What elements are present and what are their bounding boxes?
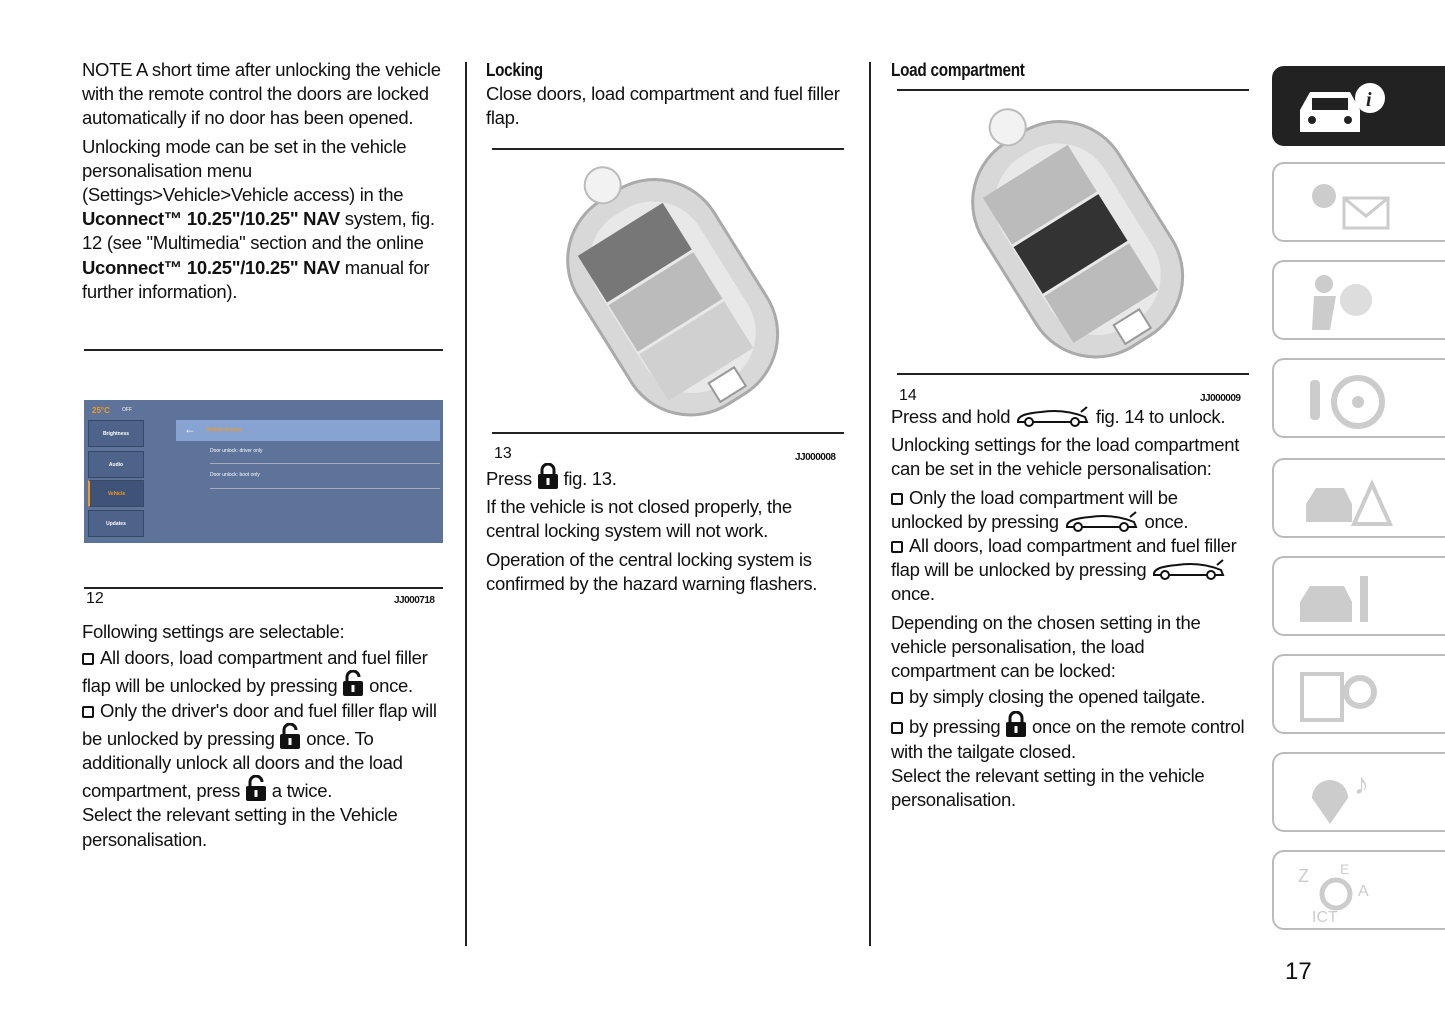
text: Press and hold [891, 406, 1016, 427]
bullet-icon [82, 653, 94, 665]
svg-text:E: E [1340, 861, 1350, 877]
bullet-icon [82, 706, 94, 718]
column-divider [465, 62, 467, 946]
svg-text:ICT: ICT [1312, 909, 1338, 926]
load-compartment-heading: Load compartment [891, 60, 1025, 80]
text: by simply closing the opened tailgate. [909, 686, 1206, 708]
locking-intro: Close doors, load compartment and fuel filler flap. [486, 83, 840, 129]
bullet-item [891, 534, 1253, 607]
menu-vehicle: Vehicle [88, 480, 144, 507]
screen-row: Door unlock: driver only [210, 448, 263, 454]
bullet-item [891, 711, 1253, 763]
column-2 [486, 58, 846, 135]
figure-number: 12 [86, 590, 104, 607]
bullet-icon [891, 493, 903, 505]
tailgate-icon [1151, 558, 1227, 580]
text: once. [1139, 510, 1189, 532]
car-wrench-icon [1294, 562, 1394, 632]
text: by pressing [909, 716, 1006, 738]
text: once on the remote control with the tailgate closed. [891, 716, 1245, 762]
column-3 [891, 58, 1251, 82]
svg-text:♪: ♪ [1354, 768, 1369, 801]
column-2-bottom [486, 463, 846, 600]
temperature: 25°C [92, 406, 110, 415]
locking-heading: Locking [486, 60, 543, 80]
figure-14-key-fob [925, 100, 1225, 370]
text: fig. 13. [558, 468, 617, 489]
tab-multimedia[interactable] [1272, 752, 1445, 832]
tab-car-info[interactable] [1272, 66, 1445, 146]
unlock-icon [245, 775, 267, 801]
text: manual for further information). [82, 256, 430, 302]
lock-icon [537, 463, 559, 489]
unlocking-mode-text [82, 135, 447, 304]
lock-icon [1005, 711, 1027, 737]
text: once. [891, 583, 935, 605]
text: once. [364, 675, 413, 697]
product-name: Uconnect™ 10.25"/10.25" NAV [82, 256, 340, 278]
tailgate-icon [1064, 510, 1140, 532]
column-1-bottom [82, 620, 447, 856]
figure-number: 14 [899, 387, 917, 404]
emergency-icon [1294, 464, 1394, 534]
column-divider [869, 62, 871, 946]
column-1 [82, 58, 447, 308]
note-text: NOTE A short time after unlocking the vehicle with the remote control the doors are locked automatically if no door has been opened. [82, 59, 441, 129]
steering-wheel-icon [1294, 364, 1394, 434]
divider [897, 89, 1249, 91]
car-info-icon [1290, 70, 1400, 146]
figure-13-key-fob [520, 158, 820, 428]
tab-emergency[interactable] [1272, 458, 1445, 538]
menu-updates: Updates [88, 510, 144, 537]
status: OFF [122, 407, 132, 413]
bullet-item [82, 646, 447, 698]
page-number: 17 [1285, 958, 1312, 985]
divider [897, 373, 1249, 375]
press-text [486, 463, 846, 491]
text: fig. 14 to unlock. [1091, 406, 1226, 427]
text: All doors, load compartment and fuel filler flap will be unlocked by pressing [82, 647, 428, 697]
multimedia-icon [1294, 758, 1394, 828]
tab-index[interactable] [1272, 850, 1445, 930]
figure-number: 13 [494, 445, 512, 462]
unlock-icon [279, 723, 301, 749]
svg-text:A: A [1358, 883, 1369, 900]
text: Only the load compartment will be unlocked by pressing [891, 486, 1178, 532]
airbag-icon [1294, 266, 1394, 336]
divider [210, 488, 440, 489]
press-hold-text [891, 405, 1253, 429]
menu-brightness: Brightness [88, 420, 144, 447]
tab-maintenance[interactable] [1272, 556, 1445, 636]
text: Unlocking mode can be set in the vehicle personalisation menu (Settings>Vehicle>Vehicle access) in the [82, 135, 407, 206]
text: once. To additionally unlock all doors and the load compartment, press [82, 727, 403, 802]
tab-lights-warnings[interactable] [1272, 162, 1445, 242]
data-gear-icon [1294, 660, 1394, 730]
text: Press [486, 468, 537, 489]
text: a twice. [266, 780, 333, 802]
unlocking-settings-text: Unlocking settings for the load compartment can be set in the vehicle personalisation: [891, 434, 1240, 480]
screen-title: Vehicle Access [176, 420, 440, 441]
settings-intro: Following settings are selectable: [82, 621, 345, 642]
figure-12-screen [84, 400, 443, 543]
product-name: Uconnect™ 10.25"/10.25" NAV [82, 208, 340, 230]
index-icon [1294, 856, 1394, 926]
svg-text:i: i [1366, 89, 1372, 111]
divider [492, 148, 844, 150]
column-3-bottom [891, 405, 1253, 816]
tab-technical-data[interactable] [1272, 654, 1445, 734]
divider [84, 587, 443, 589]
text: Only the driver's door and fuel filler flap will be unlocked by pressing [82, 699, 437, 749]
tab-safety[interactable] [1272, 260, 1445, 340]
locking-options-text: Depending on the chosen setting in the vehicle personalisation, the load compartment can be locked: [891, 611, 1201, 682]
bullet-item [82, 699, 447, 804]
bullet-icon [891, 692, 903, 704]
text: All doors, load compartment and fuel filler flap will be unlocked by pressing [891, 535, 1237, 581]
text: system, fig. 12 (see "Multimedia" section and the online [82, 208, 435, 254]
not-closed-text: If the vehicle is not closed properly, the central locking system will not work. [486, 496, 792, 542]
select-setting-text: Select the relevant setting in the Vehicle personalisation. [82, 804, 398, 850]
bullet-item [891, 486, 1253, 534]
figure-code: JJ000718 [394, 595, 435, 606]
divider [84, 349, 443, 351]
warning-lights-icon [1294, 168, 1394, 238]
select-setting-text: Select the relevant setting in the vehicle personalisation. [891, 764, 1205, 811]
back-arrow-icon: ← [184, 422, 196, 436]
tailgate-icon [1015, 405, 1091, 427]
figure-code: JJ000008 [795, 452, 836, 463]
divider [210, 463, 440, 464]
screen-row: Door unlock: boot only [210, 472, 260, 478]
unlock-icon [342, 670, 364, 696]
tab-starting-driving[interactable] [1272, 358, 1445, 438]
figure-code: JJ000009 [1200, 393, 1241, 404]
bullet-item [891, 685, 1253, 709]
menu-audio: Audio [88, 451, 144, 478]
bullet-icon [891, 541, 903, 553]
svg-text:Z: Z [1298, 866, 1309, 886]
divider [492, 432, 844, 434]
confirmation-text: Operation of the central locking system is confirmed by the hazard warning flashers. [486, 548, 818, 594]
bullet-icon [891, 722, 903, 734]
